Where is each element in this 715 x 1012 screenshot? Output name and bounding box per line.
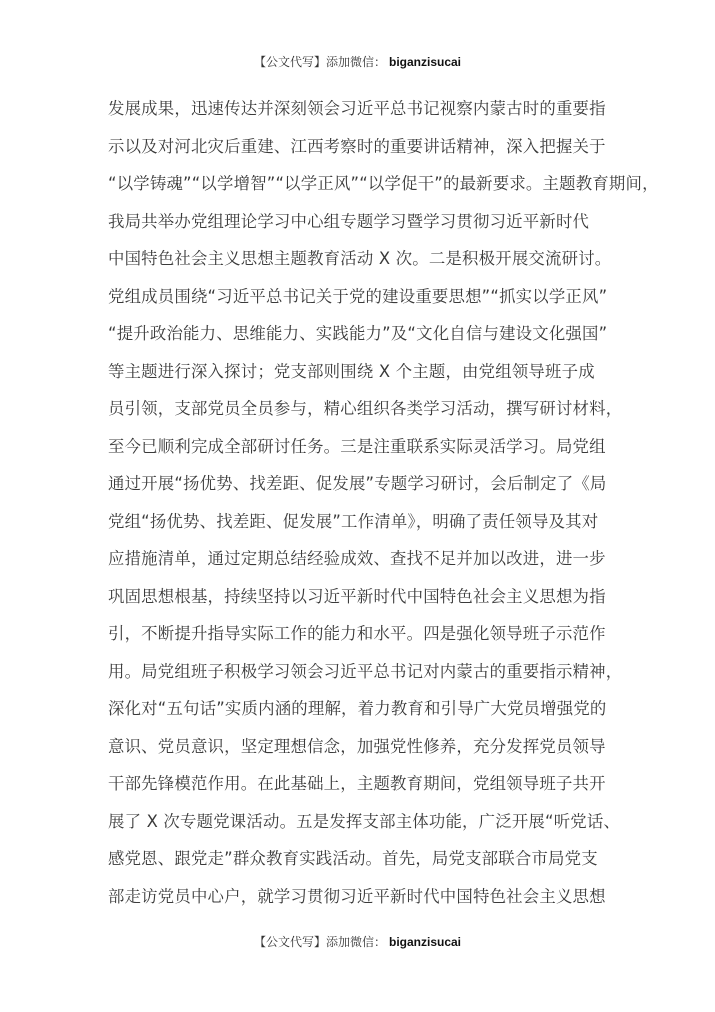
body-line: 中国特色社会主义思想主题教育活动 X 次。二是积极开展交流研讨。 bbox=[108, 249, 612, 268]
body-line: 等主题进行深入探讨；党支部则围绕 X 个主题，由党组领导班子成 bbox=[108, 361, 595, 381]
body-line: 员引领，支部党员全员参与，精心组织各类学习活动，撰写研讨材料， bbox=[108, 399, 623, 418]
document-body bbox=[108, 90, 659, 915]
body-line: 展了 X 次专题党课活动。五是发挥支部主体功能，广泛开展“听党话、 bbox=[108, 811, 621, 831]
footer-wechat-id: biganzisucai bbox=[388, 935, 462, 949]
body-line: 至今已顺利完成全部研讨任务。三是注重联系实际灵活学习。局党组 bbox=[108, 436, 606, 456]
body-line: 党组成员围绕“习近平总书记关于党的建设重要思想”“抓实以学正风” bbox=[108, 286, 608, 306]
body-line: “以学铸魂”“以学增智”“以学正风”“以学促干”的最新要求。主题教育期间， bbox=[108, 174, 659, 193]
page-header-watermark bbox=[0, 53, 715, 70]
body-line: 感党恩、跟党走”群众教育实践活动。首先，局党支部联合市局党支 bbox=[108, 849, 598, 868]
body-line: 引，不断提升指导实际工作的能力和水平。四是强化领导班子示范作 bbox=[108, 624, 606, 643]
body-line: 我局共举办党组理论学习中心组专题学习暨学习贯彻习近平新时代 bbox=[108, 211, 590, 231]
body-line: 意识、党员意识，坚定理想信念，加强党性修养，充分发挥党员领导 bbox=[108, 736, 606, 756]
body-line: 部走访党员中心户，就学习贯彻习近平新时代中国特色社会主义思想 bbox=[108, 886, 606, 906]
body-line: 巩固思想根基，持续坚持以习近平新时代中国特色社会主义思想为指 bbox=[108, 586, 606, 606]
body-line: 干部先锋模范作用。在此基础上，主题教育期间，党组领导班子共开 bbox=[108, 774, 606, 793]
body-line: 通过开展“扬优势、找差距、促发展”专题学习研讨，会后制定了《局 bbox=[108, 474, 607, 493]
body-line: 发展成果，迅速传达并深刻领会习近平总书记视察内蒙古时的重要指 bbox=[108, 99, 606, 118]
footer-label: 【公文代写】添加微信： bbox=[253, 935, 386, 949]
body-line: 深化对“五句话”实质内涵的理解，着力教育和引导广大党员增强党的 bbox=[108, 699, 607, 718]
body-line: 用。局党组班子积极学习领会习近平总书记对内蒙古的重要指示精神， bbox=[108, 661, 623, 681]
body-line: 党组“扬优势、找差距、促发展”工作清单》，明确了责任领导及其对 bbox=[108, 511, 599, 531]
header-label: 【公文代写】添加微信： bbox=[253, 55, 386, 69]
body-line: “提升政治能力、思维能力、实践能力”及“文化自信与建设文化强国” bbox=[108, 324, 608, 343]
body-line: 应措施清单，通过定期总结经验成效、查找不足并加以改进，进一步 bbox=[108, 549, 606, 568]
header-wechat-id: biganzisucai bbox=[388, 55, 462, 69]
page-footer-watermark bbox=[0, 933, 715, 950]
body-line: 示以及对河北灾后重建、江西考察时的重要讲话精神，深入把握关于 bbox=[108, 136, 606, 156]
